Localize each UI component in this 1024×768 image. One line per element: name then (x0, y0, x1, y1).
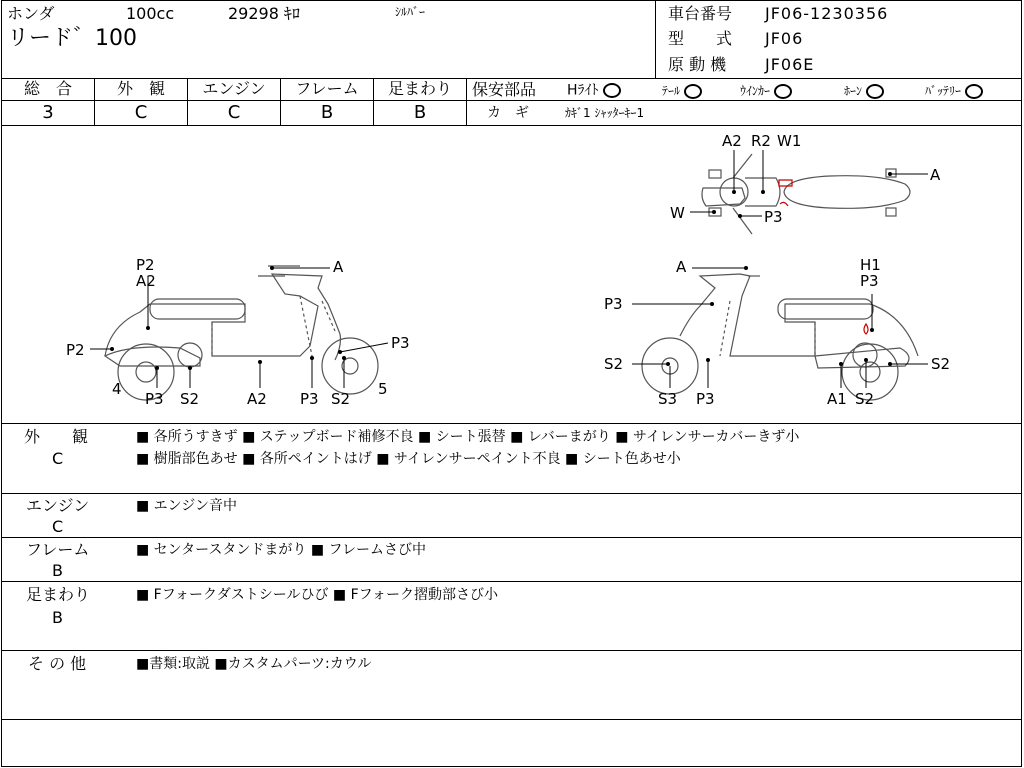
section-label-frame: フレーム (26, 540, 90, 559)
section-grade-exterior: C (52, 449, 64, 468)
engine-value: JF06E (765, 55, 815, 74)
section-label-engine: エンジン (26, 496, 90, 515)
section-line: ■ 各所うすきず ■ ステップボード補修不良 ■ シート張替 ■ レバーまがり ■ サイレンサーカバーきず小 (136, 429, 800, 445)
ok-mark-icon (866, 84, 884, 99)
damage-diagram (0, 126, 1024, 422)
ok-mark-icon (774, 84, 792, 99)
grade-engine: C (227, 102, 241, 123)
section-line: ■書類:取説 ■カスタムパーツ:カウル (136, 656, 372, 672)
frame-no: JF06-1230356 (765, 4, 889, 23)
grade-overall: 3 (42, 102, 54, 123)
diagram-label: P3 (696, 390, 715, 408)
diagram-label: W1 (777, 132, 802, 150)
diagram-label: 4 (112, 380, 122, 398)
type-label: 型 式 (668, 29, 733, 48)
diagram-label: P3 (764, 208, 783, 226)
diagram-label: A2 (247, 390, 267, 408)
divider (1, 493, 1022, 494)
grade-label-overall: 総 合 (23, 79, 72, 98)
diagram-label: P2 (136, 256, 155, 274)
diagram-label: W (670, 204, 685, 222)
model-name: リード゛100 (7, 26, 137, 51)
diagram-label: 5 (378, 380, 388, 398)
diagram-label: R2 (751, 132, 771, 150)
grade-suspension: B (413, 102, 427, 123)
section-grade-engine: C (52, 517, 64, 536)
scooter-right-view (642, 274, 918, 400)
scooter-top-view (702, 154, 910, 234)
diagram-label: S2 (604, 355, 624, 373)
diagram-label: A (930, 166, 941, 184)
safety-item-label: Hﾗｲﾄ (567, 82, 599, 99)
section-label-exterior: 外 観 (24, 427, 89, 446)
diagram-label: S3 (658, 390, 678, 408)
section-grade-suspension: B (52, 608, 63, 627)
diagram-label: S2 (931, 355, 951, 373)
divider (1, 581, 1022, 582)
grade-label-exterior: 外 観 (116, 79, 165, 98)
divider (1, 719, 1022, 720)
section-grade-frame: B (52, 561, 63, 580)
safety-item-label: ｳｲﾝｶｰ (740, 84, 771, 98)
ok-mark-icon (603, 83, 621, 98)
safety-battery (925, 84, 983, 99)
safety-item-label: ﾊﾞｯﾃﾘｰ (925, 84, 962, 98)
section-label-other: そ の 他 (28, 654, 87, 673)
diagram-label: P3 (145, 390, 164, 408)
diagram-label: A (676, 258, 687, 276)
divider (466, 78, 467, 125)
section-line: ■ エンジン音中 (136, 498, 237, 514)
safety-headlight (567, 83, 621, 98)
section-label-suspension: 足まわり (26, 585, 91, 604)
divider (1, 537, 1022, 538)
body-color: ｼﾙﾊﾞｰ (395, 5, 426, 19)
diagram-label: S2 (855, 390, 875, 408)
section-line: ■ センタースタンドまがり ■ フレームさび中 (136, 542, 426, 558)
safety-item-label: ﾃｰﾙ (662, 84, 681, 98)
ok-mark-icon (684, 84, 702, 99)
safety-label: 保安部品 (472, 80, 537, 99)
type-value: JF06 (765, 29, 804, 48)
diagram-label: P3 (604, 295, 623, 313)
maker: ホンダ (7, 4, 55, 23)
diagram-label: A1 (827, 390, 847, 408)
diagram-label: P2 (66, 341, 85, 359)
divider (655, 0, 656, 78)
grade-frame: B (320, 102, 334, 123)
diagram-label: S2 (180, 390, 200, 408)
key-label: カ ギ (487, 105, 529, 121)
diagram-label: A2 (722, 132, 742, 150)
divider (1, 650, 1022, 651)
grade-exterior: C (134, 102, 148, 123)
frame-no-label: 車台番号 (668, 4, 733, 23)
grade-label-suspension: 足まわり (387, 79, 452, 98)
divider (1, 100, 1022, 101)
diagram-label: A2 (136, 272, 156, 290)
safety-tail (662, 84, 702, 99)
divider (1, 423, 1022, 424)
diagram-label: S2 (331, 390, 351, 408)
safety-horn (844, 84, 884, 99)
engine-label: 原 動 機 (668, 55, 727, 74)
diagram-label: A (333, 258, 344, 276)
diagram-label: P3 (860, 272, 879, 290)
safety-item-label: ﾎｰﾝ (844, 84, 863, 98)
diagram-label: H1 (860, 256, 881, 274)
section-line: ■ Fフォークダストシールひび ■ Fフォーク摺動部さび小 (136, 587, 498, 603)
ok-mark-icon (965, 84, 983, 99)
diagram-label: P3 (391, 334, 410, 352)
safety-winker (740, 84, 792, 99)
displacement: 100cc (126, 4, 175, 23)
grade-label-frame: フレーム (295, 79, 359, 98)
diagram-label: P3 (300, 390, 319, 408)
grade-label-engine: エンジン (202, 79, 266, 98)
mileage: 29298 ｷﾛ (228, 4, 300, 23)
key-value: ｶｷﾞ1 ｼｬｯﾀｰｷｰ1 (565, 106, 645, 120)
section-line: ■ 樹脂部色あせ ■ 各所ペイントはげ ■ サイレンサーペイント不良 ■ シート色あせ小 (136, 451, 681, 467)
